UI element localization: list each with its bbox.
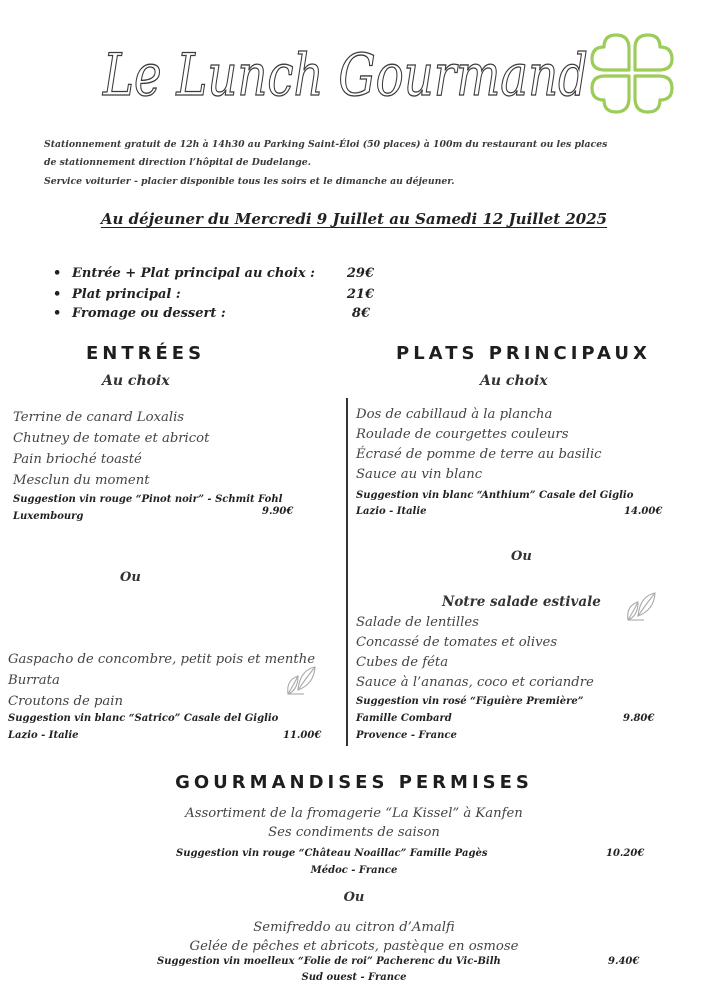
bullet-icon: • <box>53 287 62 302</box>
wine-price: 9.90€ <box>262 506 294 517</box>
plat-option-1 <box>356 405 602 485</box>
gourmandises-title: GOURMANDISES PERMISES <box>175 772 533 793</box>
wine-price: 14.00€ <box>624 506 663 517</box>
menu-title-text: Le Lunch Gourmand <box>102 41 588 109</box>
price-value: 21€ <box>346 287 374 302</box>
leaf-icon <box>622 590 660 624</box>
gourmandise-option-2 <box>0 918 708 956</box>
bullet-icon: • <box>53 306 62 321</box>
lunch-dates-headline <box>0 210 708 228</box>
plat-option-2 <box>356 613 594 693</box>
parking-info-line-2: de stationnement direction l’hôpital de Dudelange. <box>44 157 311 168</box>
wine-suggestion: Suggestion vin blanc “Satrico” Casale del Giglio <box>8 713 279 724</box>
wine-price: 9.80€ <box>623 713 655 724</box>
dish-line: Croutons de pain <box>8 694 123 709</box>
wine-suggestion: Suggestion vin blanc “Anthium” Casale del Giglio <box>356 490 634 501</box>
wine-origin: Lazio - Italie <box>8 730 79 741</box>
entree-option-1 <box>13 407 209 491</box>
dish-line: Terrine de canard Loxalis <box>13 410 185 425</box>
dish-line: Écrasé de pomme de terre au basilic <box>356 447 602 462</box>
plats-title: PLATS PRINCIPAUX <box>396 343 651 364</box>
salad-heading: Notre salade estivale <box>442 594 601 610</box>
wine-suggestion: Suggestion vin moelleux “Folie de roi” Pacherenc du Vic-Bilh <box>157 956 501 967</box>
or-separator: Ou <box>511 549 532 564</box>
entrees-title: ENTRÉES <box>86 343 206 364</box>
entree-option-2 <box>8 649 315 712</box>
dish-line: Ses condiments de saison <box>268 825 440 840</box>
wine-producer: Famille Combard <box>356 713 452 724</box>
dish-line: Concassé de tomates et olives <box>356 635 558 650</box>
dish-line: Burrata <box>8 673 60 688</box>
price-row <box>0 266 400 284</box>
price-label: Entrée + Plat principal au choix : <box>72 266 315 281</box>
dish-line: Assortiment de la fromagerie “La Kissel” à Kanfen <box>185 806 523 821</box>
bullet-icon: • <box>53 266 62 281</box>
parking-info-line-1: Stationnement gratuit de 12h à 14h30 au Parking Saint-Éloi (50 places) à 100m du restaurant ou les places <box>44 139 608 150</box>
or-separator: Ou <box>343 890 365 905</box>
price-value: 29€ <box>346 266 374 281</box>
dish-line: Cubes de féta <box>356 655 449 670</box>
dish-line: Roulade de courgettes couleurs <box>356 427 569 442</box>
or-separator: Ou <box>120 570 141 585</box>
wine-origin: Sud ouest - France <box>301 972 407 983</box>
price-value: 8€ <box>351 306 370 321</box>
wine-price: 9.40€ <box>608 956 640 967</box>
valet-info-line: Service voiturier - placier disponible tous les soirs et le dimanche au déjeuner. <box>44 176 455 187</box>
dish-line: Semifreddo au citron d’Amalfi <box>253 920 455 935</box>
clover-logo-icon <box>582 30 682 120</box>
wine-origin: Provence - France <box>356 730 457 741</box>
wine-suggestion: Suggestion vin rosé “Figuière Première” <box>356 696 584 707</box>
plats-subtitle: Au choix <box>480 373 548 389</box>
wine-price: 11.00€ <box>283 730 322 741</box>
wine-origin: Lazio - Italie <box>356 506 427 517</box>
wine-suggestion: Suggestion vin rouge “Pinot noir” - Schmit Fohl <box>13 494 283 505</box>
wine-price: 10.20€ <box>606 848 645 859</box>
price-row <box>0 306 400 324</box>
dish-line: Gaspacho de concombre, petit pois et menthe <box>8 652 316 667</box>
menu-title-logotype <box>95 0 595 120</box>
wine-origin: Luxembourg <box>13 511 84 522</box>
wine-origin: Médoc - France <box>310 865 398 876</box>
dish-line: Dos de cabillaud à la plancha <box>356 407 553 422</box>
dish-line: Pain brioché toasté <box>13 452 142 467</box>
lunch-dates-text: Au déjeuner du Mercredi 9 Juillet au Samedi 12 Juillet 2025 <box>100 210 608 228</box>
dish-line: Mesclun du moment <box>13 473 150 488</box>
dish-line: Gelée de pêches et abricots, pastèque en osmose <box>189 939 519 954</box>
price-row <box>0 287 400 305</box>
wine-suggestion: Suggestion vin rouge “Château Noaillac” Famille Pagès <box>176 848 488 859</box>
dish-line: Sauce au vin blanc <box>356 467 483 482</box>
menu-title <box>95 0 595 120</box>
entrees-subtitle: Au choix <box>102 373 170 389</box>
price-label: Fromage ou dessert : <box>72 306 226 321</box>
dish-line: Sauce à l’ananas, coco et coriandre <box>356 675 594 690</box>
gourmandise-option-1 <box>0 804 708 842</box>
column-divider <box>346 398 348 746</box>
dish-line: Salade de lentilles <box>356 615 479 630</box>
clover-icon <box>582 30 682 120</box>
leaf-icon-svg <box>622 590 660 624</box>
dish-line: Chutney de tomate et abricot <box>13 431 210 446</box>
price-label: Plat principal : <box>72 287 181 302</box>
